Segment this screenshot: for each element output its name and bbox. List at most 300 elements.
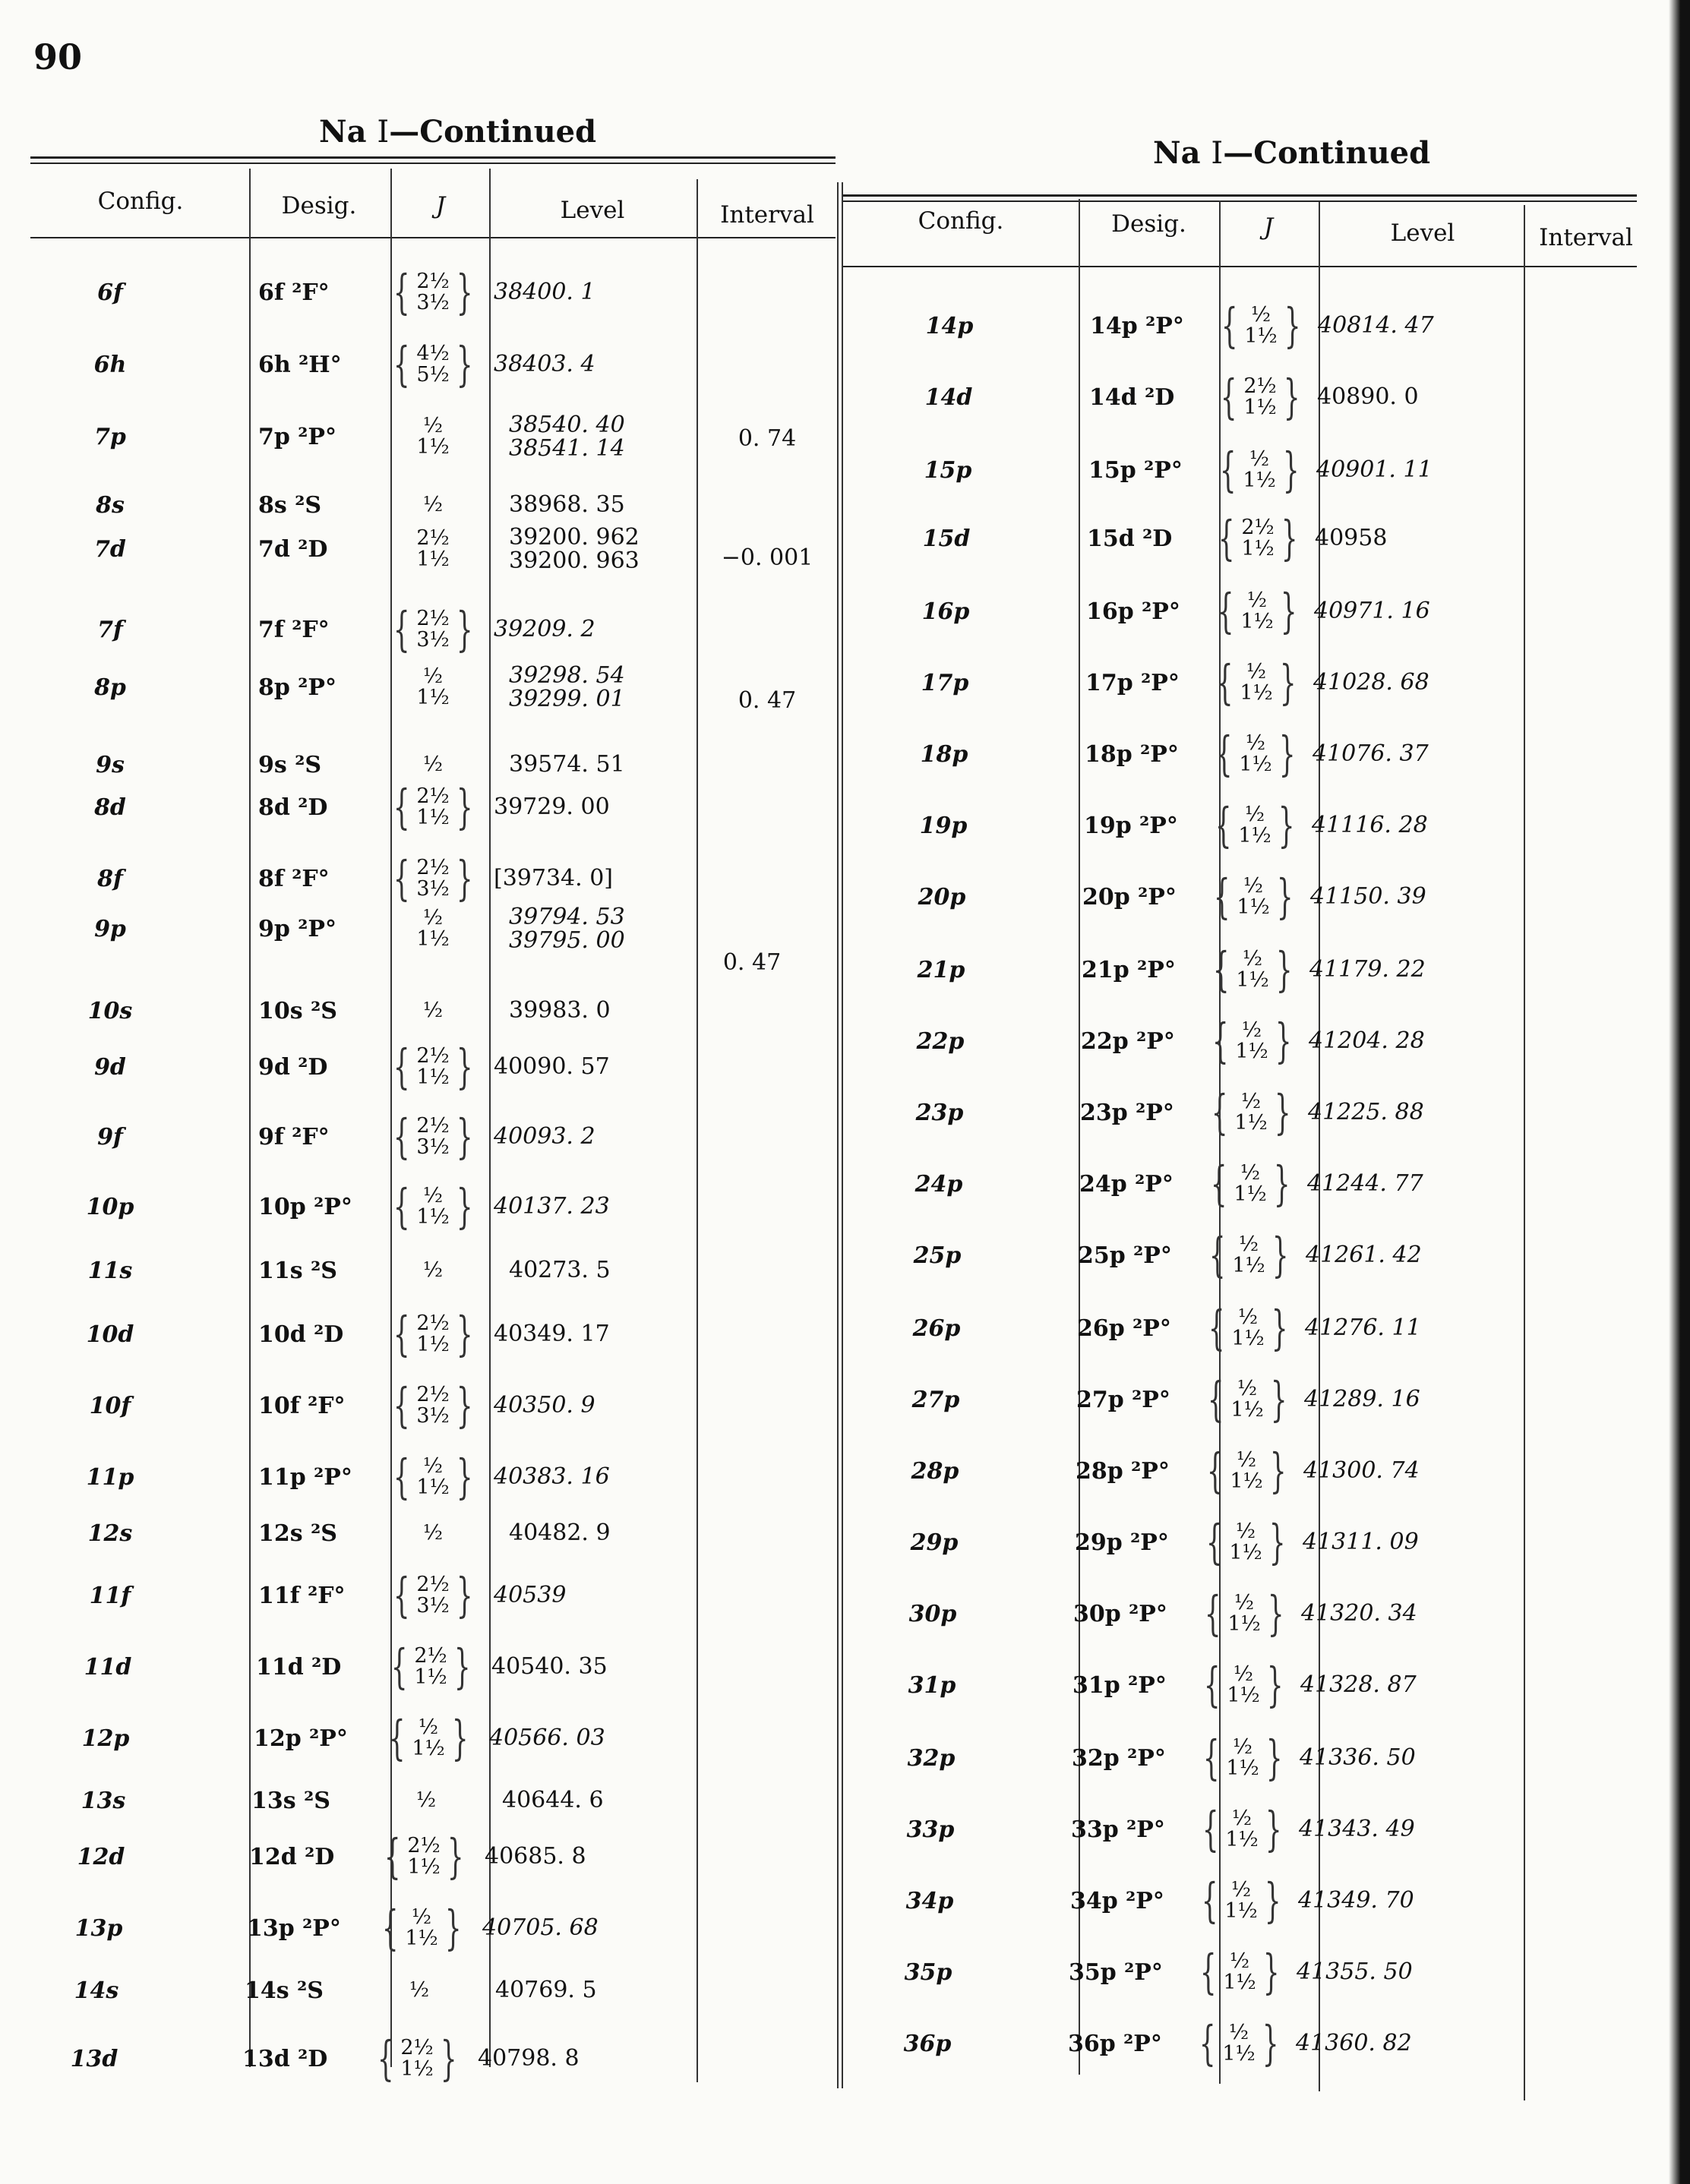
config-cell: 36p xyxy=(903,2030,952,2057)
designation-cell: 25p ²P° xyxy=(1078,1242,1172,1269)
left-brace: { xyxy=(1220,369,1237,424)
right-brace: } xyxy=(456,264,473,320)
designation-cell: 14p ²P° xyxy=(1090,312,1184,339)
j-cell xyxy=(1200,577,1314,645)
level-value: 40769. 5 xyxy=(495,1977,597,2004)
config-cell: 14s xyxy=(74,1977,119,2004)
j-cell xyxy=(1190,1365,1304,1434)
table-row xyxy=(0,1150,1690,1218)
config-cell: 30p xyxy=(908,1600,957,1627)
level-value: 38541. 14 xyxy=(509,435,625,462)
left-header-rule xyxy=(30,237,836,238)
config-cell: 15p xyxy=(924,456,972,484)
left-brace: { xyxy=(1215,797,1232,853)
j-cell xyxy=(1204,292,1318,360)
j-value: 2½ xyxy=(1241,515,1275,539)
level-value: 41300. 74 xyxy=(1303,1457,1420,1485)
j-values xyxy=(1227,1664,1259,1707)
designation-cell: 12s ²S xyxy=(258,1520,337,1547)
level-cell xyxy=(1300,1724,1505,1792)
j-value: ½ xyxy=(1232,1734,1253,1759)
left-brace: { xyxy=(1202,1730,1220,1785)
j-value: 1½ xyxy=(416,1475,450,1499)
j-value: 1½ xyxy=(1240,610,1274,633)
right-header-j: J xyxy=(1263,213,1274,241)
level-cell xyxy=(1299,1795,1504,1864)
j-value: 1½ xyxy=(414,1665,447,1689)
j-cell xyxy=(1196,863,1310,931)
level-cell xyxy=(1300,1651,1505,1719)
j-cell xyxy=(1182,2009,1296,2078)
right-header-level: Level xyxy=(1390,219,1455,247)
level-value: 41289. 16 xyxy=(1304,1386,1420,1413)
left-brace: { xyxy=(393,779,410,835)
table-row xyxy=(0,504,1690,573)
designation-cell: 14s ²S xyxy=(245,1977,324,2004)
right-brace: } xyxy=(1270,1371,1287,1427)
j-cell xyxy=(1186,1724,1300,1792)
level-value: 41320. 34 xyxy=(1301,1600,1417,1627)
level-value: [39734. 0] xyxy=(494,865,614,892)
j-value: 1½ xyxy=(1224,1899,1258,1923)
left-interval-9p: 0. 47 xyxy=(722,949,782,976)
table-row xyxy=(0,2009,1690,2081)
level-cell xyxy=(1301,1580,1506,1648)
right-header-interval: Interval xyxy=(1539,224,1633,251)
level-values xyxy=(1308,1100,1424,1125)
j-value: ½ xyxy=(1231,1806,1252,1830)
designation-cell: 7p ²P° xyxy=(258,423,336,450)
level-value: 41328. 87 xyxy=(1300,1671,1417,1699)
left-title-suffix: —Continued xyxy=(389,114,597,150)
config-cell: 35p xyxy=(904,1958,952,1986)
j-value: 1½ xyxy=(407,1855,441,1879)
left-brace: { xyxy=(1219,442,1237,497)
j-cell xyxy=(1195,1007,1309,1075)
designation-cell: 11d ²D xyxy=(256,1653,342,1681)
j-cell xyxy=(1202,436,1316,504)
j-cell xyxy=(1198,791,1312,860)
j-value: ½ xyxy=(422,1520,444,1545)
config-cell: 10p xyxy=(86,1193,134,1220)
right-brace: } xyxy=(1267,1586,1284,1641)
config-cell: 11d xyxy=(84,1653,132,1681)
table-row xyxy=(0,1294,1690,1362)
level-cell xyxy=(1315,504,1520,573)
table-row xyxy=(0,1651,1690,1719)
left-brace: { xyxy=(1216,655,1234,710)
designation-cell: 24p ²P° xyxy=(1079,1170,1174,1198)
left-brace: { xyxy=(1208,1300,1225,1356)
j-value: ½ xyxy=(422,492,444,516)
right-title-spectrum: I xyxy=(1211,136,1224,171)
right-brace: } xyxy=(453,1639,471,1694)
table-row xyxy=(0,292,1690,360)
designation-cell: 6h ²H° xyxy=(258,351,342,378)
left-brace: { xyxy=(388,1710,406,1766)
level-values xyxy=(1309,1029,1425,1053)
left-brace: { xyxy=(1205,1514,1223,1570)
config-cell: 26p xyxy=(912,1315,961,1342)
designation-cell: 11f ²F° xyxy=(258,1582,346,1609)
j-value: ½ xyxy=(415,1788,437,1812)
right-brace: } xyxy=(1275,1013,1292,1068)
j-value: ½ xyxy=(1246,659,1267,683)
right-brace: } xyxy=(456,1039,473,1094)
j-values xyxy=(1239,733,1271,776)
table-row xyxy=(0,863,1690,931)
j-value: 2½ xyxy=(416,606,450,630)
designation-cell: 18p ²P° xyxy=(1085,740,1179,768)
config-cell: 34p xyxy=(905,1887,954,1914)
j-values xyxy=(1223,1951,1256,1994)
left-brace: { xyxy=(393,1109,410,1164)
j-value: 1½ xyxy=(1225,1828,1259,1851)
right-brace: } xyxy=(1264,1873,1281,1928)
left-title-element: Na xyxy=(319,114,367,150)
left-brace: { xyxy=(1218,510,1235,566)
config-cell: 25p xyxy=(913,1242,962,1269)
j-values xyxy=(1238,804,1271,847)
designation-cell: 29p ²P° xyxy=(1075,1529,1169,1556)
table-row xyxy=(0,1007,1690,1075)
j-cell xyxy=(1185,1795,1299,1864)
config-cell: 23p xyxy=(915,1099,964,1126)
config-cell: 22p xyxy=(916,1027,965,1055)
designation-cell: 19p ²P° xyxy=(1084,812,1178,839)
j-values xyxy=(1230,1378,1263,1422)
j-values xyxy=(1241,517,1274,560)
level-value: 41204. 28 xyxy=(1309,1027,1425,1055)
right-header-desig: Desig. xyxy=(1111,210,1186,238)
j-value: 1½ xyxy=(1234,1111,1268,1135)
config-cell: 33p xyxy=(906,1816,955,1843)
j-value: 1½ xyxy=(1239,753,1272,776)
designation-cell: 8s ²S xyxy=(258,491,322,519)
config-cell: 27p xyxy=(911,1386,960,1413)
table-row xyxy=(0,1938,1690,2006)
j-value: 2½ xyxy=(416,1572,450,1596)
j-cell xyxy=(1196,936,1309,1004)
designation-cell: 13s ²S xyxy=(251,1787,330,1814)
level-values xyxy=(1300,1673,1417,1697)
config-cell: 10d xyxy=(86,1321,134,1348)
level-value: 38400. 1 xyxy=(494,279,595,306)
config-cell: 13s xyxy=(81,1787,126,1814)
right-brace: } xyxy=(1280,583,1297,639)
left-header-desig: Desig. xyxy=(281,192,357,219)
left-brace: { xyxy=(1221,298,1238,353)
config-cell: 24p xyxy=(914,1170,963,1198)
designation-cell: 8p ²P° xyxy=(258,674,336,701)
left-top-rule xyxy=(30,156,836,159)
table-row xyxy=(0,936,1690,1004)
j-value: ½ xyxy=(422,752,444,776)
left-brace: { xyxy=(1204,1586,1221,1641)
level-cell xyxy=(1316,436,1521,504)
config-cell: 16p xyxy=(921,598,970,625)
j-values xyxy=(1244,302,1278,348)
j-cell xyxy=(1193,1150,1307,1218)
designation-cell: 10p ²P° xyxy=(258,1193,352,1220)
j-values xyxy=(1230,1447,1263,1493)
j-value: 2½ xyxy=(400,2035,434,2059)
designation-cell: 23p ²P° xyxy=(1080,1099,1174,1126)
right-brace: } xyxy=(1271,1227,1289,1283)
designation-cell: 17p ²P° xyxy=(1085,669,1180,696)
j-cell xyxy=(1199,720,1313,788)
j-value: 2½ xyxy=(416,784,450,808)
left-brace: { xyxy=(1202,1801,1219,1857)
level-value: 39794. 53 xyxy=(509,903,625,930)
config-cell: 7f xyxy=(97,616,123,643)
designation-cell: 14d ²D xyxy=(1089,383,1175,411)
right-top-rule-2 xyxy=(843,200,1637,202)
level-value: 41179. 22 xyxy=(1309,956,1426,983)
j-value: ½ xyxy=(1243,873,1264,898)
config-cell: 19p xyxy=(919,812,968,839)
j-value: ½ xyxy=(1250,302,1271,327)
level-values xyxy=(1305,1316,1421,1340)
right-brace: } xyxy=(1281,510,1298,566)
config-cell: 20p xyxy=(918,883,966,911)
j-values xyxy=(1235,1020,1268,1063)
j-value: ½ xyxy=(1236,1447,1257,1472)
left-brace: { xyxy=(393,1378,410,1433)
level-value: 39209. 2 xyxy=(494,616,595,643)
page-number: 90 xyxy=(33,36,83,77)
right-brace: } xyxy=(456,779,473,835)
left-brace: { xyxy=(1211,1084,1228,1140)
j-value: 2½ xyxy=(414,1643,447,1668)
config-cell: 6h xyxy=(93,351,127,378)
j-value: 4½ xyxy=(416,341,450,365)
j-value: ½ xyxy=(1245,731,1266,755)
level-value: 41244. 77 xyxy=(1307,1170,1423,1198)
table-row xyxy=(0,363,1690,431)
j-value: ½ xyxy=(422,998,444,1022)
j-values xyxy=(1227,1592,1260,1636)
j-value: 1½ xyxy=(1237,895,1270,919)
right-brace: } xyxy=(456,1449,473,1504)
config-cell: 14p xyxy=(925,312,974,339)
j-value: 1½ xyxy=(416,435,450,459)
left-brace: { xyxy=(393,1179,410,1234)
level-value: 38540. 40 xyxy=(509,411,625,438)
level-value: 40958 xyxy=(1315,525,1388,552)
j-cell xyxy=(1191,1294,1305,1362)
level-cell xyxy=(1303,1437,1508,1505)
level-value: 40093. 2 xyxy=(494,1123,595,1150)
right-title-element: Na xyxy=(1153,135,1201,171)
level-value: 41360. 82 xyxy=(1296,2030,1412,2057)
designation-cell: 12p ²P° xyxy=(254,1725,348,1752)
j-value: 1½ xyxy=(1244,324,1278,348)
j-value: 1½ xyxy=(412,1737,445,1760)
designation-cell: 13p ²P° xyxy=(247,1914,341,1942)
left-brace: { xyxy=(393,851,410,906)
designation-cell: 10d ²D xyxy=(258,1321,344,1348)
designation-cell: 10s ²S xyxy=(258,997,337,1024)
table-row xyxy=(0,1437,1690,1505)
level-value: 40090. 57 xyxy=(494,1053,610,1081)
j-cell xyxy=(1201,504,1315,573)
j-value: 1½ xyxy=(416,1065,450,1089)
designation-cell: 8d ²D xyxy=(258,794,328,821)
level-values xyxy=(1310,885,1426,909)
j-values xyxy=(1234,1091,1267,1135)
left-title-spectrum: I xyxy=(377,115,390,150)
table-row xyxy=(0,1580,1690,1648)
j-values xyxy=(1237,873,1270,919)
left-top-rule-2 xyxy=(30,163,836,164)
right-brace: } xyxy=(456,1378,473,1433)
left-brace: { xyxy=(390,1639,408,1694)
j-value: 2½ xyxy=(416,269,450,293)
right-brace: } xyxy=(1282,442,1300,497)
designation-cell: 36p ²P° xyxy=(1068,2030,1162,2057)
designation-cell: 16p ²P° xyxy=(1086,598,1180,625)
right-brace: } xyxy=(456,851,473,906)
designation-cell: 9s ²S xyxy=(258,751,322,778)
right-brace: } xyxy=(1269,1443,1287,1498)
level-value: 41225. 88 xyxy=(1308,1099,1424,1126)
right-brace: } xyxy=(1275,942,1293,997)
level-value: 39200. 962 xyxy=(509,523,640,551)
designation-cell: 32p ²P° xyxy=(1072,1744,1166,1772)
j-value: 3½ xyxy=(416,877,450,901)
j-value: 1½ xyxy=(416,1333,450,1356)
right-brace: } xyxy=(456,601,473,657)
level-value: 40901. 11 xyxy=(1316,456,1433,484)
level-cell xyxy=(1309,936,1515,1004)
left-brace: { xyxy=(1203,1657,1221,1712)
j-value: 3½ xyxy=(416,1404,450,1428)
j-value: 2½ xyxy=(416,1382,450,1406)
left-brace: { xyxy=(377,2031,394,2086)
level-values xyxy=(1300,1746,1416,1770)
level-value: 39574. 51 xyxy=(509,751,625,778)
j-value: ½ xyxy=(422,1453,444,1478)
level-cell xyxy=(1304,1365,1509,1434)
level-values xyxy=(1296,2031,1412,2056)
config-cell: 21p xyxy=(917,956,965,983)
right-brace: } xyxy=(440,2031,457,2086)
level-values xyxy=(1317,385,1419,409)
level-cell xyxy=(1298,1867,1503,1935)
level-cell xyxy=(1297,1938,1502,2006)
left-brace: { xyxy=(1206,1443,1224,1498)
level-values xyxy=(1318,314,1434,338)
table-row xyxy=(0,1365,1690,1434)
level-cell xyxy=(1313,720,1518,788)
left-brace: { xyxy=(1215,726,1233,781)
j-value: 3½ xyxy=(416,1594,450,1617)
level-values xyxy=(1303,1530,1419,1554)
level-cell xyxy=(1310,863,1515,931)
config-cell: 13p xyxy=(74,1914,123,1942)
config-cell: 9p xyxy=(94,915,126,942)
config-cell: 8f xyxy=(97,865,123,892)
table-row xyxy=(0,1867,1690,1935)
j-value: 1½ xyxy=(416,927,450,951)
left-brace: { xyxy=(1199,2015,1216,2071)
config-cell: 17p xyxy=(921,669,969,696)
j-cell xyxy=(1199,649,1313,717)
j-value: 3½ xyxy=(416,628,450,652)
right-brace: } xyxy=(1278,726,1296,781)
level-cell xyxy=(1303,1508,1508,1576)
level-values xyxy=(1299,1817,1415,1842)
right-brace: } xyxy=(444,1900,462,1955)
level-value: 40540. 35 xyxy=(491,1653,608,1681)
j-value: 3½ xyxy=(416,291,450,314)
j-value: 2½ xyxy=(416,1043,450,1068)
designation-cell: 31p ²P° xyxy=(1072,1671,1167,1699)
level-values xyxy=(1314,599,1430,623)
right-brace: } xyxy=(456,1567,473,1623)
left-header-interval: Interval xyxy=(720,201,814,229)
j-cell xyxy=(1184,1867,1298,1935)
j-values xyxy=(1226,1734,1259,1780)
j-values xyxy=(1232,1234,1265,1277)
j-values xyxy=(1243,376,1276,419)
scan-page-edge xyxy=(1669,0,1690,2184)
right-brace: } xyxy=(1265,1730,1283,1785)
level-value: 38403. 4 xyxy=(494,351,595,378)
right-header-config: Config. xyxy=(918,207,1004,235)
level-value: 40644. 6 xyxy=(502,1787,604,1814)
left-brace: { xyxy=(1207,1371,1224,1427)
level-value: 40566. 03 xyxy=(489,1725,605,1752)
level-cell xyxy=(1305,1294,1510,1362)
left-brace: { xyxy=(393,336,410,392)
j-value: ½ xyxy=(1238,1232,1259,1256)
config-cell: 18p xyxy=(920,740,968,768)
j-value: 1½ xyxy=(1227,1684,1260,1707)
designation-cell: 20p ²P° xyxy=(1082,883,1177,911)
j-value: ½ xyxy=(1246,588,1268,612)
level-values xyxy=(1312,813,1428,838)
right-brace: } xyxy=(1283,369,1300,424)
j-cell xyxy=(1183,1938,1297,2006)
designation-cell: 7f ²F° xyxy=(258,616,330,643)
designation-cell: 12d ²D xyxy=(249,1843,335,1870)
table-row xyxy=(0,1724,1690,1792)
designation-cell: 11s ²S xyxy=(258,1257,337,1284)
designation-cell: 15p ²P° xyxy=(1088,456,1183,484)
left-brace: { xyxy=(1201,1873,1218,1928)
designation-cell: 10f ²F° xyxy=(258,1392,346,1419)
level-value: 41336. 50 xyxy=(1300,1744,1416,1772)
designation-cell: 9p ²P° xyxy=(258,915,336,942)
level-values xyxy=(1304,1387,1420,1412)
level-value: 39200. 963 xyxy=(509,548,640,574)
left-brace: { xyxy=(1199,1944,1217,1999)
config-cell: 29p xyxy=(910,1529,959,1556)
left-brace: { xyxy=(393,1039,410,1094)
left-brace: { xyxy=(1210,1156,1227,1211)
j-cell xyxy=(1189,1437,1303,1505)
designation-cell: 21p ²P° xyxy=(1082,956,1176,983)
j-values xyxy=(1234,1160,1267,1206)
j-cell xyxy=(1192,1221,1306,1289)
j-value: 1½ xyxy=(416,686,450,709)
level-value: 39983. 0 xyxy=(509,997,611,1024)
j-value: 1½ xyxy=(1230,1398,1264,1422)
level-cell xyxy=(1318,292,1523,360)
right-brace: } xyxy=(456,1306,473,1362)
